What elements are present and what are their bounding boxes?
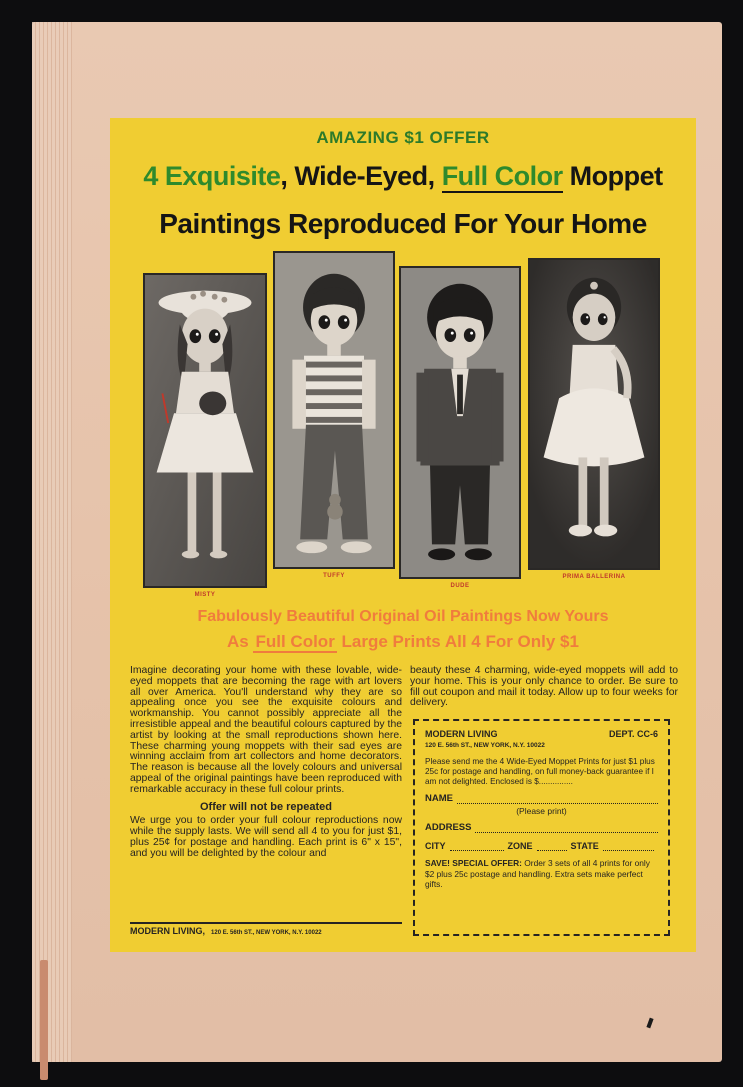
name-label: NAME [425, 793, 453, 804]
headline-1 [110, 161, 696, 192]
boy-in-striped-shirt-illustration [275, 253, 393, 567]
body-paragraph-3: beauty these 4 charming, wide-eyed moppets will add to your home. This is your only chance to order. Be sure to fill out coupon and mail it today. Allow up to four weeks for delivery. [410, 665, 678, 709]
subhead-line-1: Fabulously Beautiful Original Oil Paintings Now Yours [197, 608, 609, 625]
city-label: CITY [425, 841, 446, 851]
address-line[interactable] [475, 825, 658, 833]
subhead-part-2: Full Color [255, 632, 335, 651]
zone-label: ZONE [507, 841, 533, 851]
caption-dude: DUDE [450, 583, 470, 589]
painting-dude [399, 266, 521, 579]
order-coupon[interactable] [413, 719, 670, 936]
footer-company: MODERN LIVING, [130, 926, 206, 936]
body-left-column [130, 666, 402, 860]
painting-misty [143, 273, 267, 588]
offer-not-repeated: Offer will not be repeated [199, 800, 333, 813]
city-line[interactable] [450, 843, 504, 851]
footer-street: 120 E. 56th ST., NEW YORK, N.Y. 10022 [211, 930, 322, 936]
caption-prima-ballerina: PRIMA BALLERINA [562, 574, 626, 580]
offer-line: AMAZING $1 OFFER [316, 128, 490, 147]
headline-part-1: 4 Exquisite [143, 161, 281, 191]
headline-2: Paintings Reproduced For Your Home [159, 208, 647, 239]
ballerina-illustration [530, 260, 658, 568]
footer-rule [130, 922, 402, 924]
coupon-body [425, 757, 658, 787]
special-offer-text: Order 3 sets of all 4 prints for only $2 plus 25c postage and handling. Extra sets make perfect gifts. [425, 858, 650, 889]
name-line[interactable] [457, 796, 658, 804]
painting-tuffy [273, 251, 395, 569]
coupon-address: 120 E. 56th ST., NEW YORK, N.Y. 10022 [425, 742, 545, 749]
headline-part-3: Full Color [441, 161, 563, 191]
caption-tuffy: TUFFY [323, 573, 345, 579]
zone-line[interactable] [537, 843, 567, 851]
subhead-part-3: Large Prints All 4 For Only $1 [336, 632, 579, 651]
coupon-dept: DEPT. CC-6 [608, 729, 658, 739]
coupon-company: MODERN LIVING [425, 729, 498, 739]
painting-prima-ballerina [528, 258, 660, 570]
footer-address [130, 926, 402, 936]
amount-dots: ............... [538, 777, 573, 786]
state-line[interactable] [603, 843, 654, 851]
city-zone-state-row[interactable] [425, 841, 658, 851]
state-label: STATE [570, 841, 599, 851]
coupon-header [425, 729, 658, 739]
bookmark-ribbon [40, 960, 48, 1080]
body-paragraph-1: Imagine decorating your home with these lovable, wide-eyed moppets that are becoming the rage with art lovers all over America. You'll understand why they are so appealing once you see the exquisite colours and workmanship. You cannot possibly appreciate all the irresistible appeal and the beautiful colours captured by the artist by looking at the small reproductions shown here. These charming young moppets with their sad eyes are winning acclaim from art collectors and home decorators. The reason is because all the lovely colours and universal appeal of the original paintings have been reproduced with remarkable accuracy in these full colour prints. [130, 665, 402, 795]
please-print: (Please print) [516, 806, 567, 816]
boy-in-suit-illustration [401, 268, 519, 577]
subhead-part-1: As [227, 632, 254, 651]
headline-part-4: Moppet [562, 161, 663, 191]
address-field[interactable] [425, 822, 658, 833]
girl-in-hat-illustration [145, 275, 265, 586]
special-offer [425, 858, 658, 890]
subhead-line-2 [110, 632, 696, 652]
coupon-body-text: Please send me the 4 Wide-Eyed Moppet Prints for just $1 plus 25c for postage and handling, on full money-back guarantee if I am not delighted. Enclosed is $ [425, 757, 655, 786]
name-field[interactable] [425, 793, 658, 804]
special-offer-label: SAVE! SPECIAL OFFER: [425, 858, 522, 868]
address-label: ADDRESS [425, 822, 472, 833]
advertisement [110, 118, 696, 952]
caption-misty: MISTY [194, 592, 216, 598]
headline-part-2: , Wide-Eyed, [280, 161, 442, 191]
body-paragraph-2: We urge you to order your full colour reproductions now while the supply lasts. We will send all 4 to you for just $1, plus 25¢ for postage and handling. Each print is 6" x 15", and you will be delighted by the colour and [130, 815, 402, 859]
body-right-column [410, 666, 678, 709]
page-edges [32, 22, 72, 1062]
